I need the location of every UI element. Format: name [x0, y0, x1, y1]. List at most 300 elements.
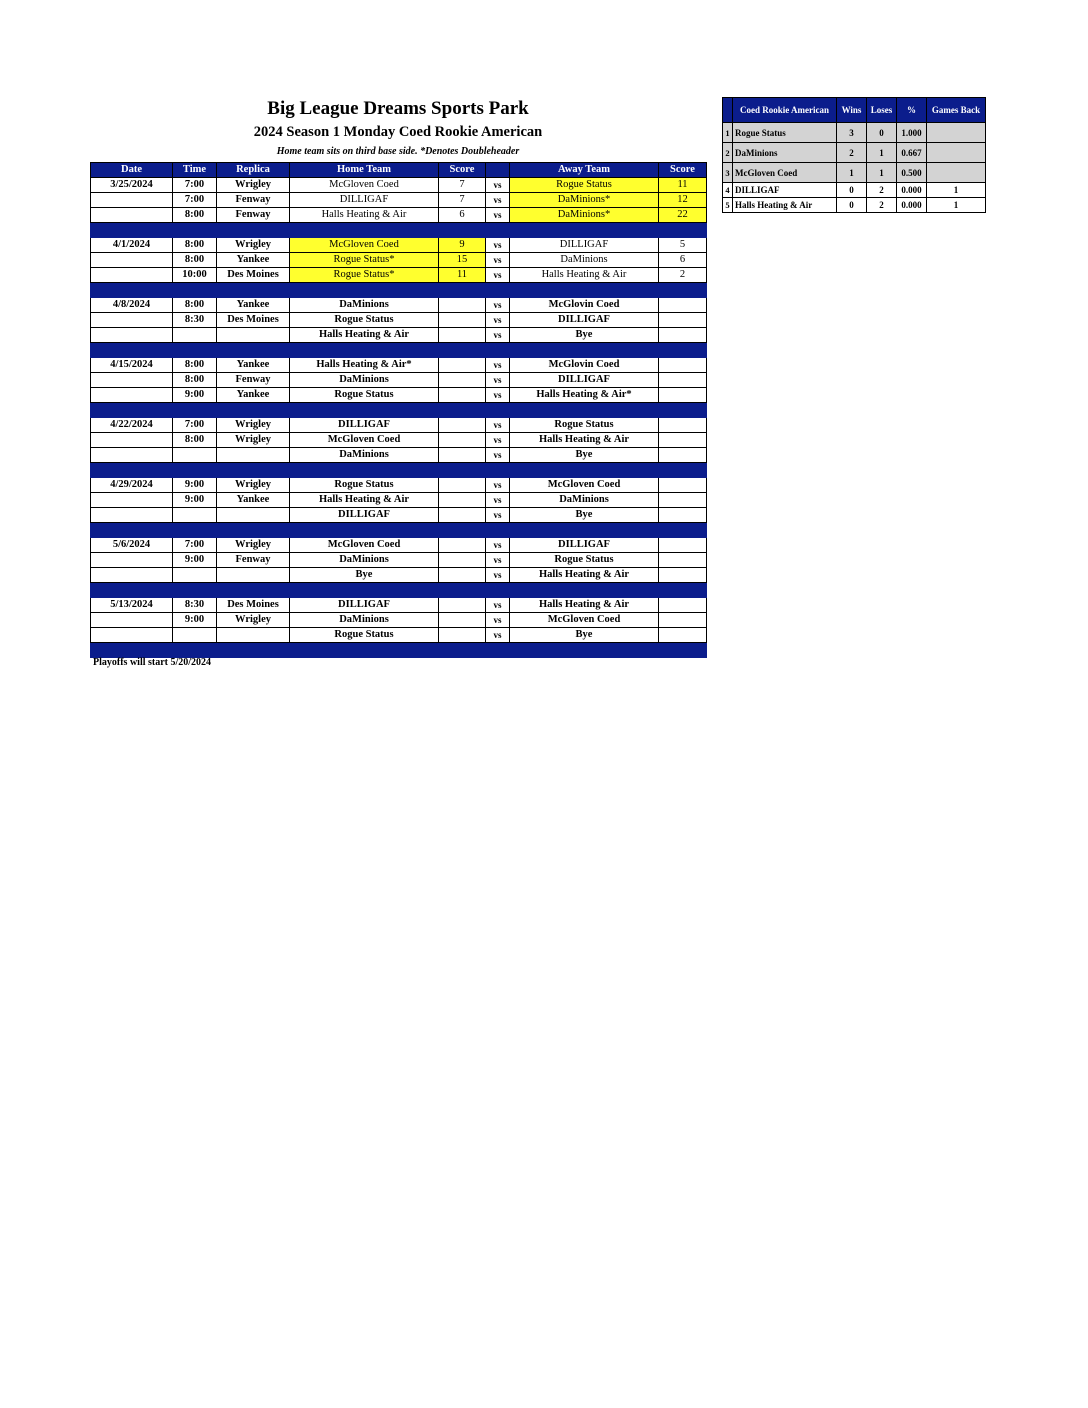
home-team: DaMinions [290, 553, 439, 568]
separator-cell [173, 403, 217, 418]
game-replica [217, 508, 290, 523]
vs-label: vs [486, 238, 510, 253]
away-team: McGloven Coed [510, 478, 659, 493]
home-team: McGloven Coed [290, 238, 439, 253]
game-replica: Wrigley [217, 238, 290, 253]
away-team: DILLIGAF [510, 313, 659, 328]
separator-cell [217, 523, 290, 538]
home-score: 11 [439, 268, 486, 283]
home-score: 15 [439, 253, 486, 268]
game-time: 8:00 [173, 238, 217, 253]
game-time: 7:00 [173, 418, 217, 433]
col-header-replica: Replica [217, 163, 290, 178]
vs-label: vs [486, 253, 510, 268]
separator-cell [290, 643, 439, 658]
home-score [439, 298, 486, 313]
game-replica [217, 568, 290, 583]
vs-label: vs [486, 418, 510, 433]
separator-cell [439, 343, 486, 358]
home-team: DaMinions [290, 613, 439, 628]
separator-cell [510, 343, 659, 358]
schedule-row [91, 208, 707, 223]
away-score: 11 [659, 178, 707, 193]
game-time: 10:00 [173, 268, 217, 283]
schedule-table [90, 162, 707, 658]
schedule-row [91, 298, 707, 313]
game-replica: Wrigley [217, 178, 290, 193]
away-team: Halls Heating & Air [510, 568, 659, 583]
standings-pct: 0.000 [897, 183, 927, 198]
home-score [439, 598, 486, 613]
separator-cell [439, 403, 486, 418]
separator-cell [173, 283, 217, 298]
home-team: Rogue Status [290, 478, 439, 493]
separator-cell [290, 343, 439, 358]
standings-games-back [927, 163, 986, 183]
home-score [439, 493, 486, 508]
schedule-row [91, 178, 707, 193]
schedule-row [91, 478, 707, 493]
separator-cell [91, 643, 173, 658]
separator-cell [486, 643, 510, 658]
separator-cell [217, 583, 290, 598]
separator-cell [91, 523, 173, 538]
away-team: Rogue Status [510, 178, 659, 193]
home-team: DILLIGAF [290, 598, 439, 613]
away-score [659, 358, 707, 373]
away-score: 6 [659, 253, 707, 268]
away-team: DaMinions* [510, 208, 659, 223]
home-score: 9 [439, 238, 486, 253]
game-time [173, 328, 217, 343]
schedule-row [91, 493, 707, 508]
page-subtitle: 2024 Season 1 Monday Coed Rookie American [253, 124, 543, 140]
col-header-vs [486, 163, 510, 178]
separator-cell [91, 283, 173, 298]
separator-cell [173, 643, 217, 658]
away-team: McGloven Coed [510, 613, 659, 628]
separator-cell [173, 223, 217, 238]
separator-cell [659, 403, 707, 418]
game-date [91, 373, 173, 388]
schedule-row [91, 268, 707, 283]
separator-cell [173, 463, 217, 478]
away-team: McGlovin Coed [510, 298, 659, 313]
separator-cell [486, 463, 510, 478]
vs-label: vs [486, 613, 510, 628]
away-team: DaMinions* [510, 193, 659, 208]
game-replica: Des Moines [217, 598, 290, 613]
game-date [91, 193, 173, 208]
col-header-away-team: Away Team [510, 163, 659, 178]
separator-cell [217, 463, 290, 478]
schedule-body [91, 178, 707, 658]
vs-label: vs [486, 478, 510, 493]
home-team: DILLIGAF [290, 508, 439, 523]
week-separator [91, 523, 707, 538]
away-team: Halls Heating & Air* [510, 388, 659, 403]
game-date: 4/22/2024 [91, 418, 173, 433]
game-date: 5/6/2024 [91, 538, 173, 553]
game-time: 9:00 [173, 478, 217, 493]
away-score [659, 613, 707, 628]
separator-cell [439, 223, 486, 238]
game-replica: Yankee [217, 253, 290, 268]
game-replica [217, 628, 290, 643]
game-time: 7:00 [173, 178, 217, 193]
week-separator [91, 583, 707, 598]
home-score [439, 508, 486, 523]
page-title: Big League Dreams Sports Park [267, 98, 529, 119]
separator-cell [510, 643, 659, 658]
game-time: 9:00 [173, 493, 217, 508]
away-score: 22 [659, 208, 707, 223]
home-team: Rogue Status* [290, 268, 439, 283]
game-time: 9:00 [173, 613, 217, 628]
schedule-row [91, 193, 707, 208]
separator-cell [290, 403, 439, 418]
schedule-row [91, 373, 707, 388]
game-date [91, 433, 173, 448]
home-team: DaMinions [290, 298, 439, 313]
home-team: DaMinions [290, 448, 439, 463]
standings-row [723, 163, 986, 183]
game-replica [217, 328, 290, 343]
away-score [659, 493, 707, 508]
standings-games-back: 1 [927, 198, 986, 213]
home-team: Bye [290, 568, 439, 583]
away-team: DILLIGAF [510, 238, 659, 253]
separator-cell [486, 223, 510, 238]
standings-team: DaMinions [733, 143, 837, 163]
separator-cell [217, 403, 290, 418]
vs-label: vs [486, 373, 510, 388]
schedule-row [91, 538, 707, 553]
separator-cell [439, 583, 486, 598]
game-date [91, 208, 173, 223]
home-score: 7 [439, 178, 486, 193]
standings-rank: 2 [723, 143, 733, 163]
game-date [91, 613, 173, 628]
away-score [659, 508, 707, 523]
home-team: DILLIGAF [290, 418, 439, 433]
game-date [91, 388, 173, 403]
home-score [439, 478, 486, 493]
game-time: 7:00 [173, 193, 217, 208]
standings-games-back [927, 123, 986, 143]
separator-cell [217, 643, 290, 658]
game-date: 4/8/2024 [91, 298, 173, 313]
separator-cell [510, 223, 659, 238]
game-time: 8:00 [173, 433, 217, 448]
game-replica: Wrigley [217, 613, 290, 628]
standings-wins: 3 [837, 123, 867, 143]
game-time: 8:00 [173, 358, 217, 373]
game-date [91, 253, 173, 268]
away-team: DILLIGAF [510, 373, 659, 388]
separator-cell [91, 223, 173, 238]
standings-team: Rogue Status [733, 123, 837, 143]
away-team: Bye [510, 328, 659, 343]
away-score [659, 598, 707, 613]
away-score [659, 478, 707, 493]
home-score [439, 418, 486, 433]
home-score [439, 568, 486, 583]
vs-label: vs [486, 538, 510, 553]
schedule-row [91, 313, 707, 328]
away-team: DaMinions [510, 493, 659, 508]
standings-loses: 2 [867, 183, 897, 198]
vs-label: vs [486, 553, 510, 568]
separator-cell [486, 523, 510, 538]
separator-cell [173, 343, 217, 358]
separator-cell [486, 583, 510, 598]
game-date [91, 568, 173, 583]
standings-loses: 1 [867, 143, 897, 163]
vs-label: vs [486, 628, 510, 643]
home-team: McGloven Coed [290, 178, 439, 193]
vs-label: vs [486, 493, 510, 508]
week-separator [91, 463, 707, 478]
game-time: 8:00 [173, 373, 217, 388]
week-separator [91, 343, 707, 358]
separator-cell [217, 343, 290, 358]
home-team: Rogue Status [290, 388, 439, 403]
away-team: Bye [510, 628, 659, 643]
standings-pct: 1.000 [897, 123, 927, 143]
home-team: McGloven Coed [290, 433, 439, 448]
away-score [659, 373, 707, 388]
away-score [659, 448, 707, 463]
standings-team: DILLIGAF [733, 183, 837, 198]
standings-pct: 0.500 [897, 163, 927, 183]
vs-label: vs [486, 313, 510, 328]
schedule-row [91, 508, 707, 523]
away-team: DILLIGAF [510, 538, 659, 553]
game-date: 4/1/2024 [91, 238, 173, 253]
standings-header-division: Coed Rookie American [733, 98, 837, 123]
game-replica: Fenway [217, 193, 290, 208]
game-replica: Yankee [217, 298, 290, 313]
game-replica: Wrigley [217, 418, 290, 433]
standings-rank: 4 [723, 183, 733, 198]
standings-wins: 0 [837, 198, 867, 213]
separator-cell [439, 463, 486, 478]
game-replica: Des Moines [217, 313, 290, 328]
separator-cell [659, 223, 707, 238]
home-team: Rogue Status [290, 628, 439, 643]
separator-cell [217, 283, 290, 298]
game-date: 4/15/2024 [91, 358, 173, 373]
vs-label: vs [486, 388, 510, 403]
separator-cell [486, 343, 510, 358]
separator-cell [91, 583, 173, 598]
away-team: Rogue Status [510, 418, 659, 433]
away-score [659, 538, 707, 553]
home-team: DaMinions [290, 373, 439, 388]
schedule-row [91, 568, 707, 583]
week-separator [91, 223, 707, 238]
separator-cell [510, 583, 659, 598]
game-time: 8:00 [173, 208, 217, 223]
separator-cell [290, 463, 439, 478]
game-date: 4/29/2024 [91, 478, 173, 493]
game-replica: Wrigley [217, 433, 290, 448]
game-date [91, 508, 173, 523]
away-team: DaMinions [510, 253, 659, 268]
separator-cell [439, 283, 486, 298]
separator-cell [659, 583, 707, 598]
game-replica: Fenway [217, 208, 290, 223]
schedule-row [91, 418, 707, 433]
standings-header-loses: Loses [867, 98, 897, 123]
vs-label: vs [486, 298, 510, 313]
separator-cell [290, 523, 439, 538]
game-time: 7:00 [173, 538, 217, 553]
home-team: Halls Heating & Air [290, 328, 439, 343]
home-score [439, 328, 486, 343]
separator-cell [510, 523, 659, 538]
game-date [91, 313, 173, 328]
schedule-note: Home team sits on third base side. *Denotes Doubleheader [276, 146, 520, 157]
standings-header-row [723, 98, 986, 123]
standings-pct: 0.000 [897, 198, 927, 213]
game-time: 8:00 [173, 253, 217, 268]
schedule-row [91, 358, 707, 373]
game-date [91, 493, 173, 508]
away-team: Bye [510, 448, 659, 463]
standings-team: McGloven Coed [733, 163, 837, 183]
vs-label: vs [486, 433, 510, 448]
game-time: 8:30 [173, 598, 217, 613]
game-replica: Yankee [217, 493, 290, 508]
game-time: 8:00 [173, 298, 217, 313]
separator-cell [290, 223, 439, 238]
standings-body [723, 123, 986, 213]
home-score [439, 553, 486, 568]
home-score [439, 358, 486, 373]
vs-label: vs [486, 598, 510, 613]
standings-rank: 3 [723, 163, 733, 183]
separator-cell [290, 583, 439, 598]
separator-cell [659, 463, 707, 478]
standings-table [722, 97, 986, 213]
col-header-time: Time [173, 163, 217, 178]
standings-loses: 1 [867, 163, 897, 183]
home-team: Halls Heating & Air [290, 493, 439, 508]
game-date [91, 628, 173, 643]
separator-cell [510, 283, 659, 298]
col-header-date: Date [91, 163, 173, 178]
vs-label: vs [486, 193, 510, 208]
standings-header-pct: % [897, 98, 927, 123]
standings-team: Halls Heating & Air [733, 198, 837, 213]
separator-cell [217, 223, 290, 238]
game-date [91, 268, 173, 283]
vs-label: vs [486, 358, 510, 373]
away-score [659, 418, 707, 433]
game-replica: Fenway [217, 373, 290, 388]
separator-cell [659, 283, 707, 298]
home-score: 6 [439, 208, 486, 223]
standings-wins: 1 [837, 163, 867, 183]
vs-label: vs [486, 208, 510, 223]
game-replica [217, 448, 290, 463]
standings-games-back [927, 143, 986, 163]
away-score [659, 328, 707, 343]
game-date [91, 553, 173, 568]
home-score [439, 613, 486, 628]
away-score [659, 553, 707, 568]
away-score: 5 [659, 238, 707, 253]
schedule-row [91, 598, 707, 613]
game-replica: Fenway [217, 553, 290, 568]
separator-cell [486, 283, 510, 298]
standings-pct: 0.667 [897, 143, 927, 163]
away-score [659, 433, 707, 448]
game-replica: Yankee [217, 388, 290, 403]
separator-cell [439, 643, 486, 658]
vs-label: vs [486, 568, 510, 583]
schedule-row [91, 328, 707, 343]
game-time: 9:00 [173, 553, 217, 568]
game-replica: Des Moines [217, 268, 290, 283]
schedule-row [91, 388, 707, 403]
away-team: Bye [510, 508, 659, 523]
standings-row [723, 183, 986, 198]
schedule-row [91, 253, 707, 268]
home-score [439, 388, 486, 403]
separator-cell [173, 523, 217, 538]
home-team: DILLIGAF [290, 193, 439, 208]
home-team: Halls Heating & Air [290, 208, 439, 223]
separator-cell [91, 403, 173, 418]
home-score [439, 538, 486, 553]
home-team: Rogue Status* [290, 253, 439, 268]
game-time [173, 568, 217, 583]
game-time: 9:00 [173, 388, 217, 403]
standings-wins: 2 [837, 143, 867, 163]
standings-rank: 5 [723, 198, 733, 213]
standings-games-back: 1 [927, 183, 986, 198]
col-header-home-score: Score [439, 163, 486, 178]
schedule-row [91, 628, 707, 643]
standings-loses: 0 [867, 123, 897, 143]
away-score: 2 [659, 268, 707, 283]
separator-cell [659, 343, 707, 358]
home-score [439, 448, 486, 463]
game-replica: Wrigley [217, 538, 290, 553]
away-team: Halls Heating & Air [510, 598, 659, 613]
standings-rank: 1 [723, 123, 733, 143]
vs-label: vs [486, 268, 510, 283]
separator-cell [91, 463, 173, 478]
home-score [439, 628, 486, 643]
standings-row [723, 123, 986, 143]
schedule-row [91, 613, 707, 628]
away-team: McGlovin Coed [510, 358, 659, 373]
schedule-row [91, 238, 707, 253]
week-separator [91, 283, 707, 298]
schedule-row [91, 448, 707, 463]
standings-row [723, 143, 986, 163]
game-time [173, 448, 217, 463]
separator-cell [659, 643, 707, 658]
standings-wins: 0 [837, 183, 867, 198]
col-header-away-score: Score [659, 163, 707, 178]
separator-cell [173, 583, 217, 598]
standings-row [723, 198, 986, 213]
